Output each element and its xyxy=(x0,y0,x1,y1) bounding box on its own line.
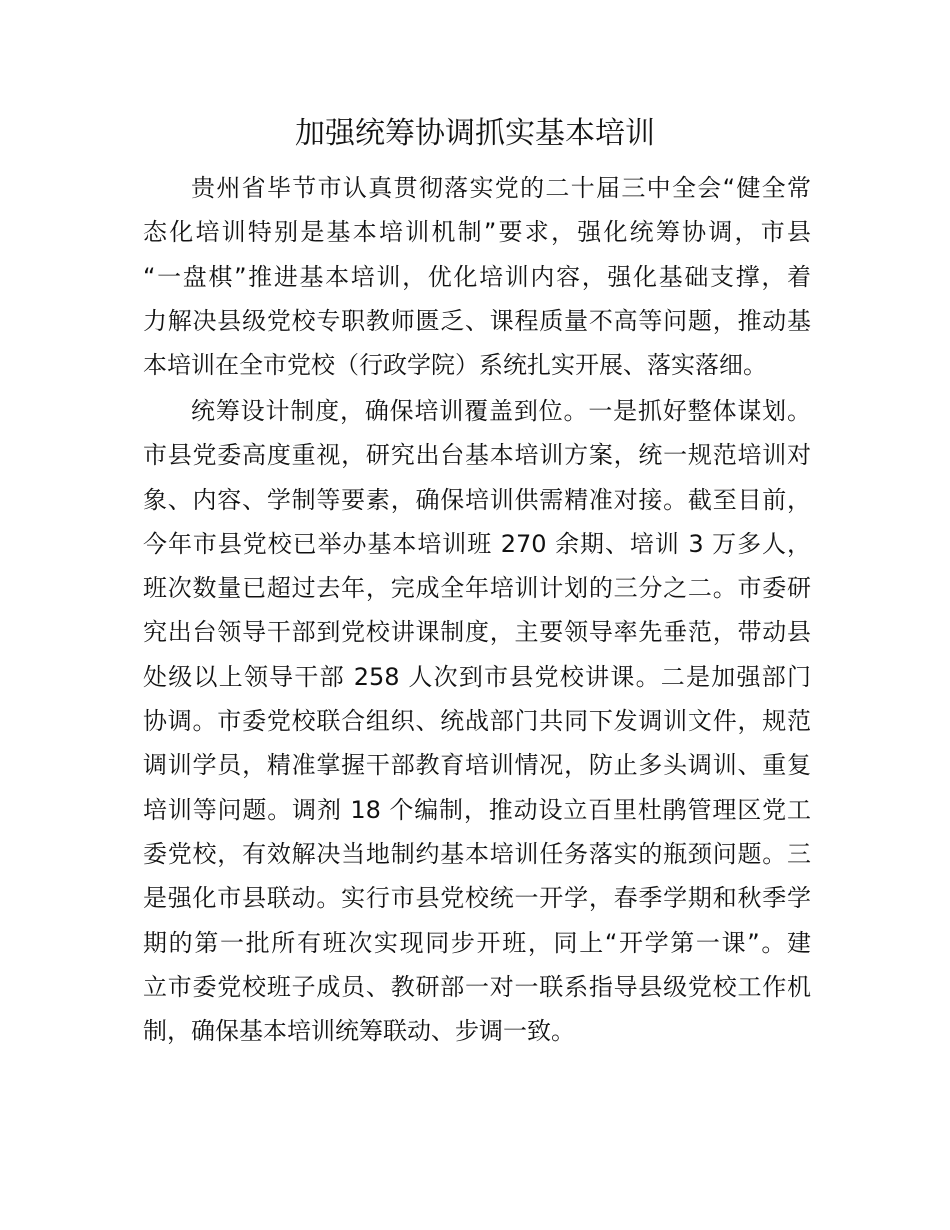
text-line: 培训等问题。调剂 18 个编制，推动设立百里杜鹃管理区党工 xyxy=(143,795,811,824)
text-line: 力解决县级党校专职教师匮乏、课程质量不高等问题，推动基 xyxy=(143,306,811,335)
text-line: 期的第一批所有班次实现同步开班，同上“开学第一课”。建 xyxy=(143,928,811,957)
text-line: “一盘棋”推进基本培训，优化培训内容，强化基础支撑，着 xyxy=(143,262,811,291)
text-line: 究出台领导干部到党校讲课制度，主要领导率先垂范，带动县 xyxy=(143,618,811,647)
text-line: 统筹设计制度，确保培训覆盖到位。一是抓好整体谋划。 xyxy=(191,397,811,425)
text-line: 市县党委高度重视，研究出台基本培训方案，统一规范培训对 xyxy=(143,441,811,470)
text-line: 是强化市县联动。实行市县党校统一开学，春季学期和秋季学 xyxy=(143,884,811,913)
text-line: 本培训在全市党校（行政学院）系统扎实开展、落实落细。 xyxy=(143,351,767,380)
text-line: 立市委党校班子成员、教研部一对一联系指导县级党校工作机 xyxy=(143,972,811,1001)
text-line: 班次数量已超过去年，完成全年培训计划的三分之二。市委研 xyxy=(143,574,811,603)
text-line: 协调。市委党校联合组织、统战部门共同下发调训文件，规范 xyxy=(143,707,811,736)
document-title: 加强统筹协调抓实基本培训 xyxy=(295,116,655,151)
text-line: 象、内容、学制等要素，确保培训供需精准对接。截至目前， xyxy=(143,485,811,514)
text-line: 贵州省毕节市认真贯彻落实党的二十届三中全会“健全常 xyxy=(191,174,811,202)
text-line: 制，确保基本培训统筹联动、步调一致。 xyxy=(143,1017,575,1046)
paragraph-coordination xyxy=(143,389,811,1053)
text-line: 委党校，有效解决当地制约基本培训任务落实的瓶颈问题。三 xyxy=(143,839,811,868)
text-line: 调训学员，精准掌握干部教育培训情况，防止多头调训、重复 xyxy=(143,751,811,780)
text-line: 态化培训特别是基本培训机制”要求，强化统筹协调，市县 xyxy=(143,218,811,247)
text-line: 今年市县党校已举办基本培训班 270 余期、培训 3 万多人， xyxy=(143,529,811,558)
paragraph-intro xyxy=(143,166,811,387)
text-line: 处级以上领导干部 258 人次到市县党校讲课。二是加强部门 xyxy=(143,662,811,691)
